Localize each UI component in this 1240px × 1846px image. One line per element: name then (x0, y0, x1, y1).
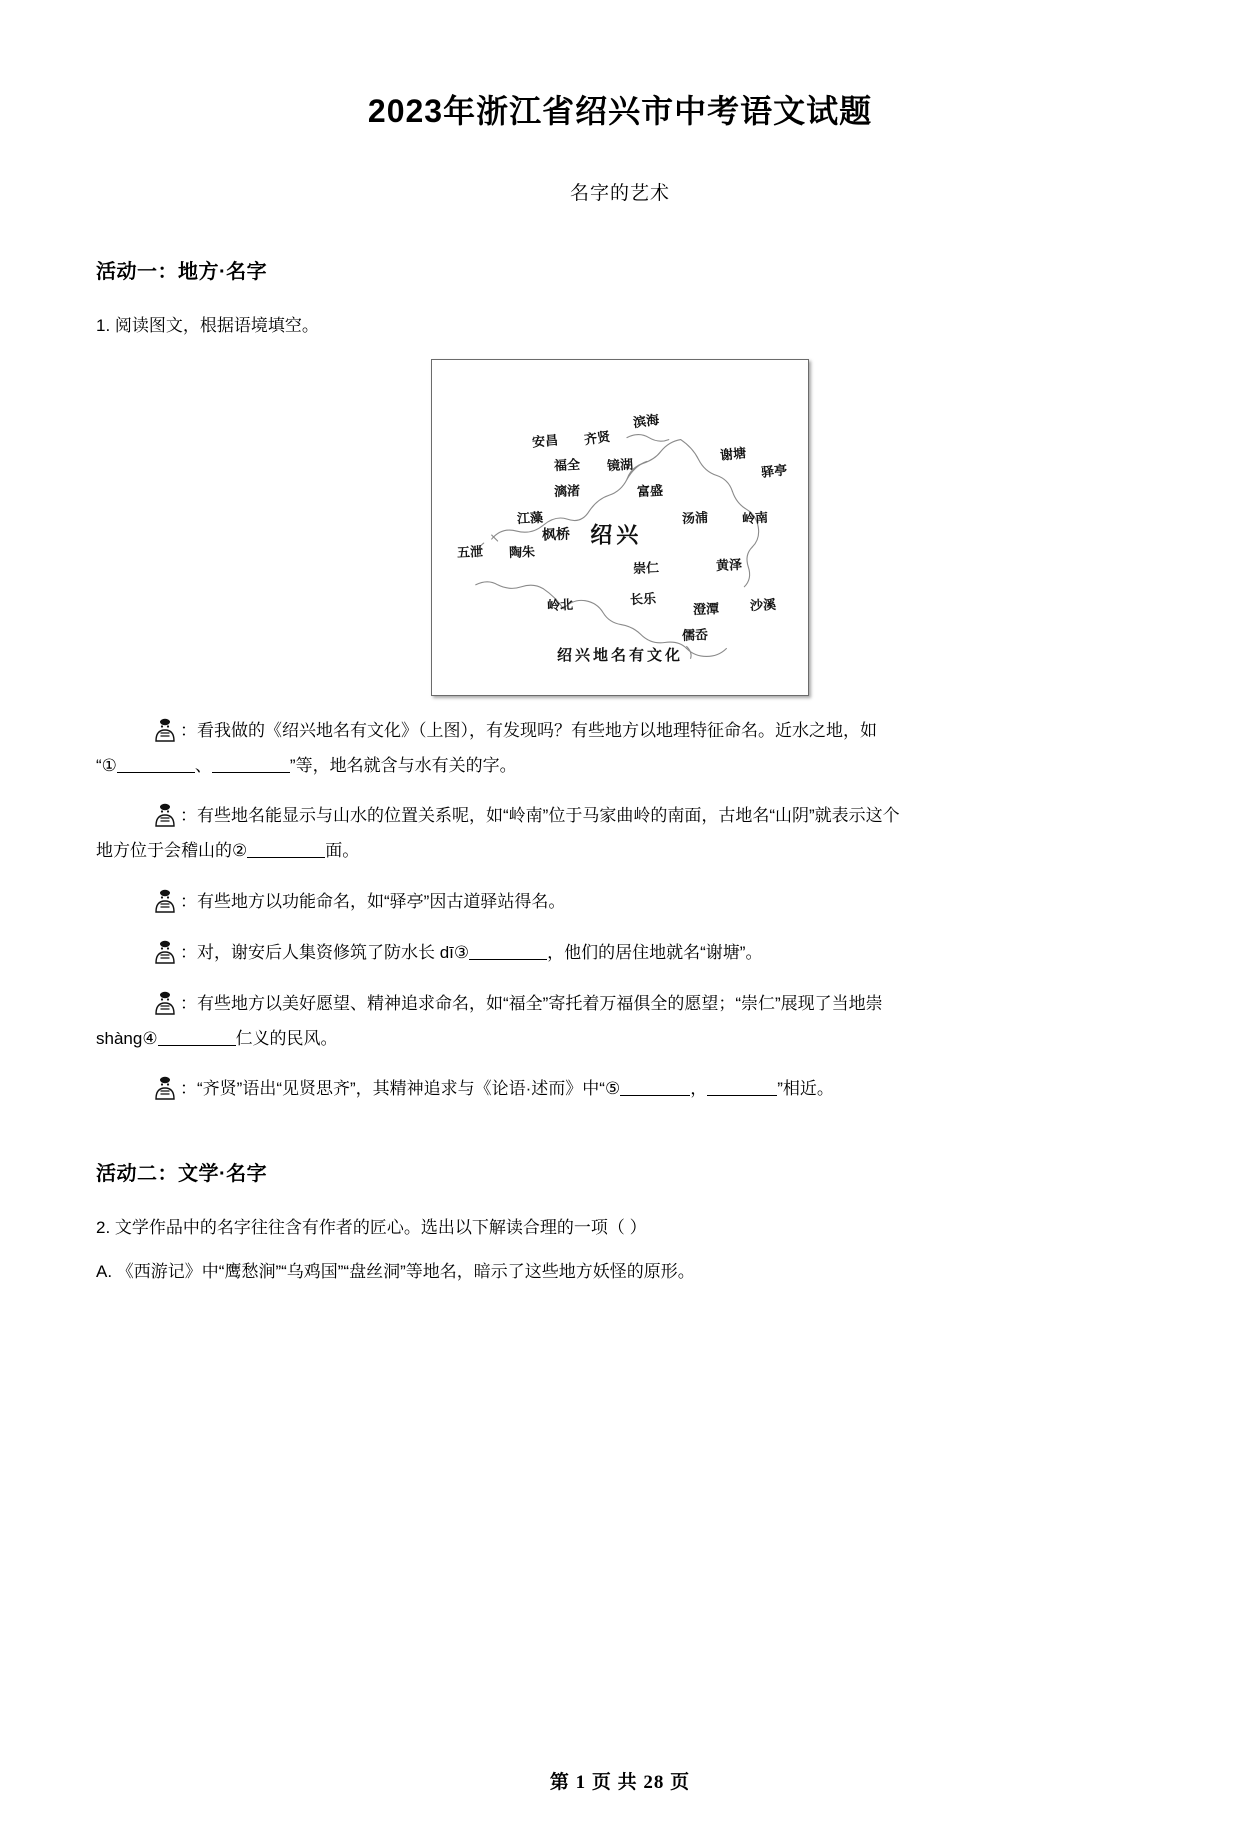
dialogue-blank-sep: 、 (194, 755, 212, 775)
activity-two-heading: 活动二：文学·名字 (96, 1163, 268, 1186)
activity-one-heading: 活动一：地方·名字 (96, 261, 268, 284)
dialogue-blank-tail: 面。 (325, 841, 360, 861)
map-place-label: 岭南 (741, 509, 769, 527)
map-place-label: 枫桥 (541, 527, 571, 544)
dialogue-text: ：看我做的《绍兴地名有文化》（上图），有发现吗？有些地方以地理特征命名。近水之地，如 (180, 720, 877, 740)
dialogue-blank-sep: ， (690, 1079, 708, 1099)
map-place-label: 驿亭 (760, 462, 788, 481)
map-place-label: 崇仁 (633, 560, 660, 577)
figure-container (96, 359, 1144, 696)
dialogue-text-tail: ，他们的居住地就名“谢塘”。 (547, 942, 763, 962)
dialogue-block (96, 714, 1144, 1108)
dialogue-line-6 (96, 1072, 1144, 1107)
question-1-prompt: 1. 阅读图文，根据语境填空。 (96, 316, 319, 336)
dialogue-text: ：有些地方以美好愿望、精神追求命名，如“福全”寄托着万福俱全的愿望；“崇仁”展现了当地崇 (180, 993, 883, 1013)
student-avatar-icon (152, 718, 178, 742)
student-avatar-icon (152, 991, 178, 1015)
map-place-label: 陶朱 (509, 543, 536, 560)
map-caption: 绍兴地名有文化 (556, 647, 684, 664)
answer-blank-1b[interactable] (212, 756, 290, 773)
question-2-prompt: 2. 文学作品中的名字往往含有作者的匠心。选出以下解读合理的一项（ ） (96, 1218, 647, 1238)
map-place-label: 江藻 (516, 509, 544, 527)
dialogue-blank-tail: ”等，地名就含与水有关的字。 (289, 755, 517, 775)
dialogue-line-1 (96, 714, 1144, 784)
map-place-label: 谢塘 (719, 445, 747, 464)
map-place-label: 福全 (554, 456, 581, 473)
dialogue-blank-lead: 地方位于会稽山的② (96, 841, 248, 861)
dialogue-blank-tail: 仁义的民风。 (235, 1028, 338, 1048)
question-2-option-a[interactable]: A. 《西游记》中“鹰愁涧”“乌鸡国”“盘丝洞”等地名，暗示了这些地方妖怪的原形。 (96, 1261, 695, 1281)
dialogue-text: ：有些地名能显示与山水的位置关系呢，如“岭南”位于马家曲岭的南面，古地名“山阴”就表示这个 (180, 806, 900, 826)
map-place-label: 黄泽 (715, 556, 743, 574)
map-place-label: 安昌 (531, 432, 559, 450)
exam-page (0, 92, 1240, 1846)
student-avatar-icon (152, 803, 178, 827)
dialogue-text-tail: ”相近。 (777, 1079, 834, 1099)
dialogue-text: ：“齐贤”语出“见贤思齐”，其精神追求与《论语·述而》中“⑤ (180, 1079, 621, 1099)
dialogue-line-4 (96, 936, 1144, 971)
answer-blank-5a[interactable] (620, 1079, 690, 1096)
map-place-label: 儒岙 (681, 627, 709, 644)
answer-blank-4[interactable] (158, 1029, 236, 1046)
dialogue-blank-lead: shàng④ (96, 1028, 158, 1048)
answer-blank-3[interactable] (469, 943, 547, 960)
page-title: 2023年浙江省绍兴市中考语文试题 (367, 93, 873, 129)
answer-blank-1a[interactable] (117, 756, 195, 773)
map-place-label: 漓渚 (554, 483, 581, 500)
map-place-label: 五泄 (456, 543, 484, 560)
dialogue-line-3 (96, 885, 1144, 920)
shaoxing-place-name-map (431, 359, 809, 696)
answer-blank-2[interactable] (247, 841, 325, 858)
dialogue-line-2 (96, 799, 1144, 869)
page-subtitle: 名字的艺术 (569, 183, 670, 205)
dialogue-text: ：对，谢安后人集资修筑了防水长 dī③ (180, 942, 470, 962)
map-place-label: 富盛 (636, 483, 664, 500)
dialogue-text: ：有些地方以功能命名，如“驿亭”因古道驿站得名。 (180, 892, 566, 912)
map-place-label: 长乐 (629, 590, 656, 607)
map-place-label: 镜湖 (606, 456, 634, 473)
map-place-label: 齐贤 (583, 428, 612, 447)
map-place-label: 滨海 (632, 411, 661, 431)
page-footer: 第 1 页 共 28 页 (549, 1772, 691, 1793)
map-place-label: 汤浦 (681, 509, 709, 527)
map-place-label: 沙溪 (749, 597, 777, 614)
dialogue-line-5 (96, 987, 1144, 1057)
map-place-label: 绍兴 (590, 522, 643, 548)
map-place-label: 澄潭 (693, 600, 720, 617)
map-place-label: 岭北 (546, 597, 574, 614)
dialogue-blank-lead: “① (96, 755, 117, 775)
answer-blank-5b[interactable] (707, 1079, 777, 1096)
student-avatar-icon (152, 889, 178, 913)
student-avatar-icon (152, 940, 178, 964)
student-avatar-icon (152, 1076, 178, 1100)
